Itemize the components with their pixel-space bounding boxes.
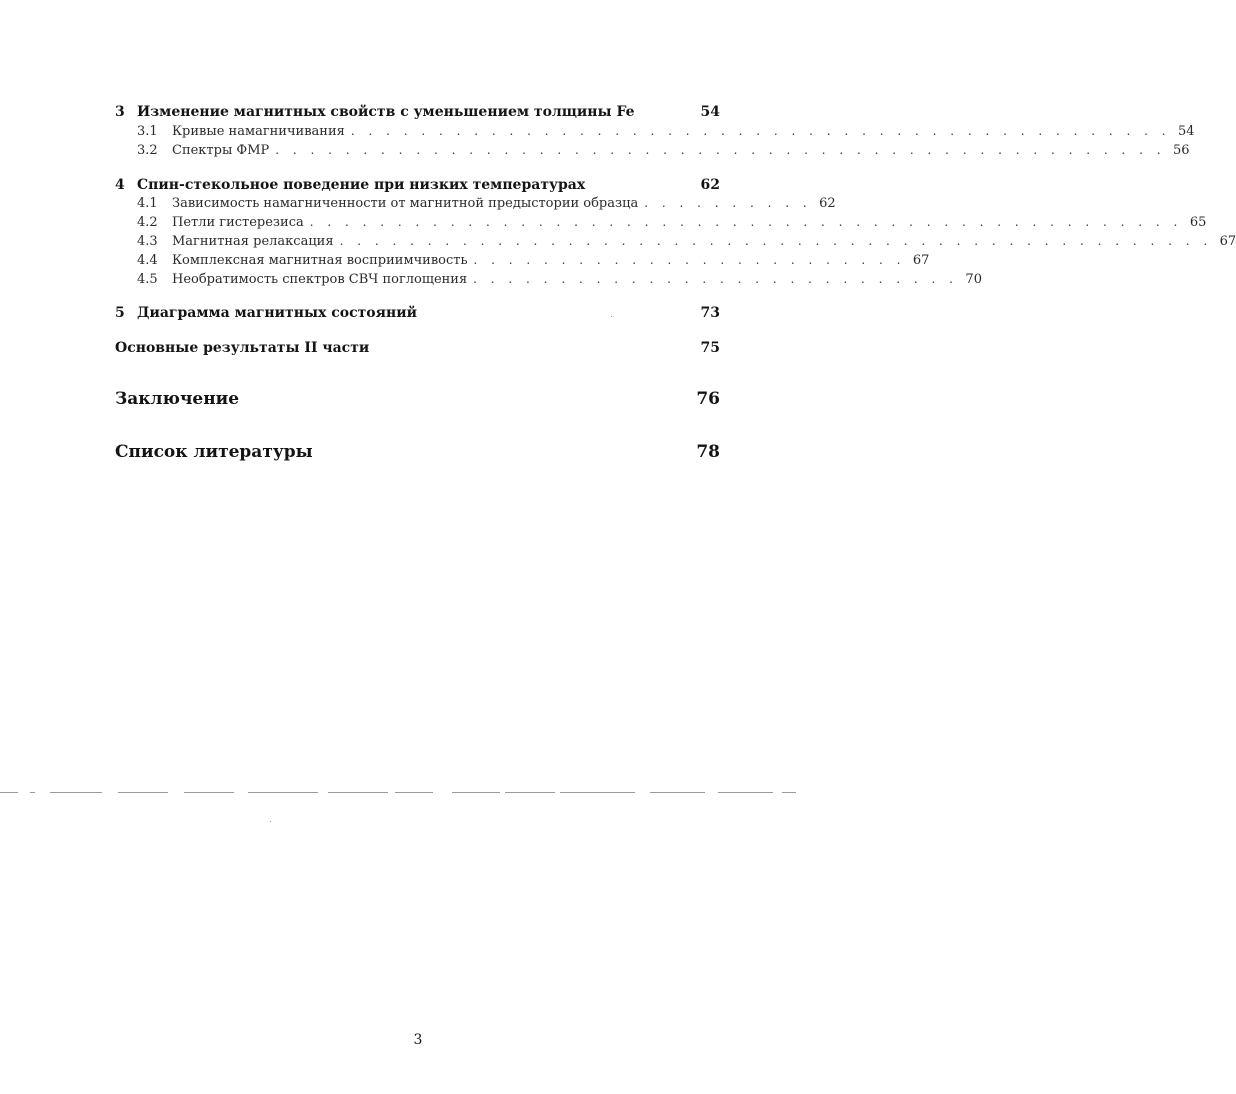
section-number: 4.1 <box>137 196 158 211</box>
conclusion-title: Заключение <box>115 389 240 409</box>
toc-references[interactable] <box>115 442 720 462</box>
scan-artifact-line <box>650 792 705 793</box>
references-page: 78 <box>696 442 720 462</box>
scan-speck <box>611 316 612 317</box>
scan-artifact-line <box>452 792 500 793</box>
chapter-page: 62 <box>700 177 720 193</box>
toc-section-4-3[interactable] <box>115 234 1236 249</box>
section-title: Спектры ФМР <box>172 143 270 158</box>
scan-artifact-line <box>118 792 168 793</box>
section-page: 67 <box>912 253 930 268</box>
chapter-title: Диаграмма магнитных состояний <box>137 305 417 321</box>
chapter-page: 73 <box>700 305 720 321</box>
toc-section-3-2[interactable] <box>115 143 1190 158</box>
section-page: 65 <box>1189 215 1207 230</box>
section-number: 3.2 <box>137 143 158 158</box>
section-page: 70 <box>965 272 982 287</box>
references-title: Список литературы <box>115 442 313 462</box>
scan-artifact-line <box>0 792 18 793</box>
section-number: 4.5 <box>137 272 158 287</box>
scan-artifact-line <box>505 792 555 793</box>
scan-artifact-line <box>328 792 388 793</box>
toc-conclusion[interactable] <box>115 389 720 409</box>
section-page: 54 <box>1178 124 1195 139</box>
section-page: 67 <box>1219 234 1236 249</box>
chapter-page: 54 <box>700 104 720 120</box>
conclusion-page: 76 <box>696 389 720 409</box>
dot-leader: . . . . . . . . . . . . . . . . . . . . . . . . . . . . . . . . . . . . . . . . . . . . . . . . . . <box>339 234 1213 248</box>
dot-leader: . . . . . . . . . . . . . . . . . . . . . . . . . . . . <box>473 272 958 286</box>
toc-main-results[interactable] <box>115 340 720 356</box>
dot-leader: . . . . . . . . . . <box>644 196 812 210</box>
toc-section-4-4[interactable] <box>115 253 930 268</box>
toc-section-4-1[interactable] <box>115 196 836 211</box>
section-title: Кривые намагничивания <box>172 124 345 139</box>
section-number: 4.2 <box>137 215 158 230</box>
dot-leader: . . . . . . . . . . . . . . . . . . . . . . . . . . . . . . . . . . . . . . . . . . . . . . . . . . . <box>275 143 1166 157</box>
scan-artifact-line <box>184 792 234 793</box>
scan-artifact-line <box>718 792 773 793</box>
chapter-number: 4 <box>115 177 125 193</box>
chapter-title: Изменение магнитных свойств с уменьшением толщины Fe <box>137 104 635 120</box>
toc-section-4-5[interactable] <box>115 272 982 287</box>
section-number: 4.3 <box>137 234 158 249</box>
section-number: 3.1 <box>137 124 158 139</box>
section-number: 4.4 <box>137 253 158 268</box>
section-title: Комплексная магнитная восприимчивость <box>172 253 468 268</box>
scan-artifact-line <box>560 792 635 793</box>
chapter-number: 5 <box>115 305 125 321</box>
section-title: Необратимость спектров СВЧ поглощения <box>172 272 468 287</box>
toc-section-3-1[interactable] <box>115 124 1195 139</box>
section-title: Зависимость намагниченности от магнитной предыстории образца <box>172 196 639 211</box>
toc-chapter-3[interactable] <box>115 104 720 120</box>
section-page: 56 <box>1173 143 1190 158</box>
scan-artifact-line <box>30 792 35 793</box>
scan-speck <box>270 821 271 822</box>
section-title: Петли гистерезиса <box>172 215 304 230</box>
main-results-page: 75 <box>700 340 720 356</box>
page-number: 3 <box>413 1032 423 1048</box>
main-results-title: Основные результаты II части <box>115 340 370 356</box>
section-title: Магнитная релаксация <box>172 234 334 249</box>
dot-leader: . . . . . . . . . . . . . . . . . . . . . . . . . . . . . . . . . . . . . . . . . . . . . . . <box>350 124 1171 138</box>
section-page: 62 <box>819 196 836 211</box>
chapter-number: 3 <box>115 104 125 120</box>
toc-chapter-5[interactable] <box>115 305 720 321</box>
scan-artifact-line <box>248 792 318 793</box>
scan-artifact-line <box>782 792 796 793</box>
scan-artifact-line <box>50 792 102 793</box>
dot-leader: . . . . . . . . . . . . . . . . . . . . . . . . . <box>473 253 906 267</box>
toc-chapter-4[interactable] <box>115 177 720 193</box>
toc-section-4-2[interactable] <box>115 215 1207 230</box>
chapter-title: Спин-стекольное поведение при низких температурах <box>137 177 586 193</box>
scan-artifact-line <box>395 792 433 793</box>
dot-leader: . . . . . . . . . . . . . . . . . . . . . . . . . . . . . . . . . . . . . . . . . . . . . . . . . . <box>309 215 1183 229</box>
